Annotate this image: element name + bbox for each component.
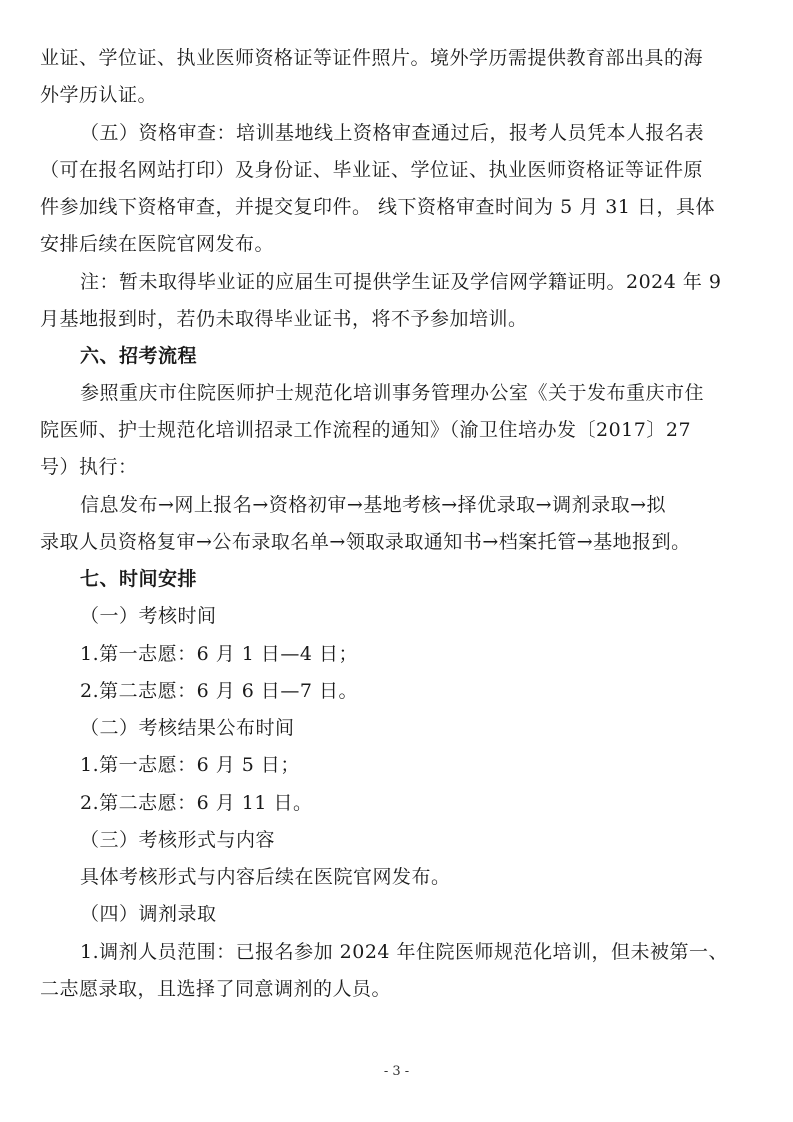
paragraph-line: 安排后续在医院官网发布。 [40, 233, 275, 255]
subheading-exam-form: （三）考核形式与内容 [80, 829, 276, 851]
list-item: 1.第一志愿：6 月 5 日； [80, 754, 300, 776]
section-heading-recruitment-process: 六、招考流程 [80, 345, 198, 367]
subheading-adjustment: （四）调剂录取 [80, 903, 217, 925]
paragraph-line: 院医师、护士规范化培训招录工作流程的通知》（渝卫住培办发〔2017〕27 [40, 419, 692, 441]
paragraph-line: 外学历认证。 [40, 84, 158, 106]
subheading-result-time: （二）考核结果公布时间 [80, 717, 295, 739]
note-line: 注：暂未取得毕业证的应届生可提供学生证及学信网学籍证明。2024 年 9 [80, 271, 722, 293]
paragraph-line: 1.调剂人员范围：已报名参加 2024 年住院医师规范化培训，但未被第一、 [80, 941, 729, 963]
paragraph-line: 参照重庆市住院医师护士规范化培训事务管理办公室《关于发布重庆市住 [80, 382, 705, 404]
paragraph-line: 二志愿录取，且选择了同意调剂的人员。 [40, 978, 392, 1000]
paragraph-line: （可在报名网站打印）及身份证、毕业证、学位证、执业医师资格证等证件原 [40, 159, 704, 181]
process-flow-line: 信息发布→网上报名→资格初审→基地考核→择优录取→调剂录取→拟 [80, 494, 667, 516]
note-line: 月基地报到时，若仍未取得毕业证书，将不予参加培训。 [40, 308, 528, 330]
paragraph-line: 具体考核形式与内容后续在医院官网发布。 [80, 866, 451, 888]
list-item: 1.第一志愿：6 月 1 日—4 日； [80, 643, 359, 665]
section-five-heading-line: （五）资格审查：培训基地线上资格审查通过后，报考人员凭本人报名表 [80, 122, 705, 144]
page-number: - 3 - [383, 1064, 410, 1079]
process-flow-line: 录取人员资格复审→公布录取名单→领取录取通知书→档案托管→基地报到。 [40, 531, 691, 553]
subheading-exam-time: （一）考核时间 [80, 605, 217, 627]
list-item: 2.第二志愿：6 月 6 日—7 日。 [80, 680, 359, 702]
section-heading-schedule: 七、时间安排 [80, 568, 198, 590]
paragraph-line: 件参加线下资格审查，并提交复印件。 线下资格审查时间为 5 月 31 日，具体 [40, 196, 715, 218]
list-item: 2.第二志愿：6 月 11 日。 [80, 792, 313, 814]
paragraph-line: 号）执行： [40, 456, 138, 478]
paragraph-line: 业证、学位证、执业医师资格证等证件照片。境外学历需提供教育部出具的海 [40, 47, 704, 69]
